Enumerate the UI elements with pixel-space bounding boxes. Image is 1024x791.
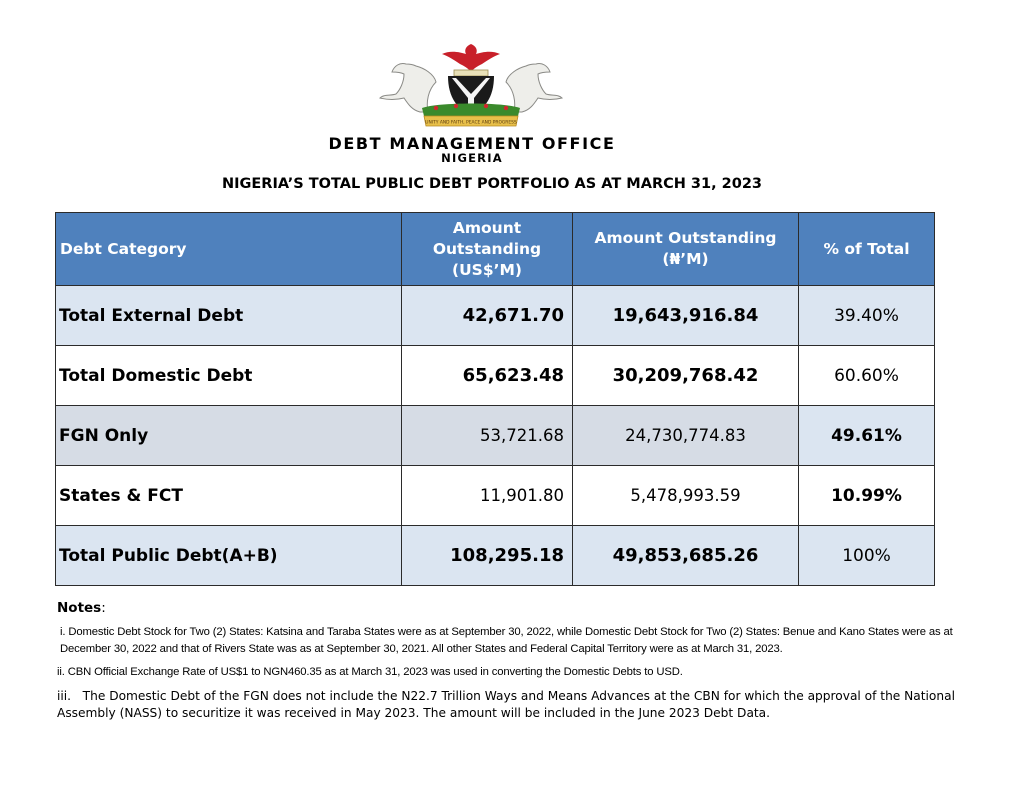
cell-percent: 100% (799, 526, 935, 586)
table-row-states-fct (56, 466, 935, 526)
page-title: NIGERIA’S TOTAL PUBLIC DEBT PORTFOLIO AS AT MARCH 31, 2023 (221, 176, 763, 192)
debt-table (55, 212, 935, 586)
notes-heading (57, 600, 957, 616)
notes-heading-text: Notes (57, 600, 102, 616)
cell-amount-ngn: 49,853,685.26 (573, 526, 799, 586)
cell-category: Total Public Debt(A+B) (56, 526, 402, 586)
column-header-line: (₦’M) (662, 250, 709, 268)
coat-of-arms-logo (378, 42, 564, 130)
cell-amount-usd: 65,623.48 (402, 346, 573, 406)
column-header-line: (US$’M) (451, 260, 522, 279)
table-row-fgn-only (56, 406, 935, 466)
cell-percent: 49.61% (799, 406, 935, 466)
cell-amount-usd: 53,721.68 (402, 406, 573, 466)
cell-category: States & FCT (56, 466, 402, 526)
column-header-line: Outstanding (432, 239, 542, 258)
cell-amount-ngn: 24,730,774.83 (573, 406, 799, 466)
column-header-amount-usd (402, 213, 573, 286)
notes-heading-colon: : (101, 600, 106, 616)
horse-right-icon (506, 63, 562, 112)
cell-category: FGN Only (56, 406, 402, 466)
note-item-2: ii. CBN Official Exchange Rate of US$1 to NGN460.35 as at March 31, 2023 was used in converting the Domestic Debts to USD. (57, 666, 683, 678)
horse-left-icon (380, 63, 436, 112)
note-item-1: i. Domestic Debt Stock for Two (2) States: Katsina and Taraba States were as at September 30, 2022, while Domestic Debt Stock for Two (2) States: Benue and Kano States were as at December 30, 2022 and that of Rivers State was as at September 30, 2021. All other States and Federal Capital Territory were as at March 31, 2023. (60, 626, 953, 655)
cell-amount-usd: 11,901.80 (402, 466, 573, 526)
table-row-total-domestic (56, 346, 935, 406)
cell-amount-ngn: 30,209,768.42 (573, 346, 799, 406)
cell-percent: 10.99% (799, 466, 935, 526)
table-row-total-external (56, 286, 935, 346)
note-item-3: iii. The Domestic Debt of the FGN does not include the N22.7 Trillion Ways and Means Advances at the CBN for which the approval of the National Assembly (NASS) to securitize it was received in May 2023. The amount will be included in the June 2023 Debt Data. (57, 689, 959, 720)
column-header-amount-ngn (573, 213, 799, 286)
column-header-line: Amount Outstanding (594, 229, 777, 247)
cell-amount-usd: 108,295.18 (402, 526, 573, 586)
cell-percent: 60.60% (799, 346, 935, 406)
org-country: NIGERIA (441, 151, 503, 165)
notes-section (57, 600, 957, 722)
table-header-row (56, 213, 935, 286)
eagle-icon (442, 44, 500, 76)
cell-amount-ngn: 5,478,993.59 (573, 466, 799, 526)
column-header-percent-total: % of Total (799, 213, 935, 286)
cell-amount-usd: 42,671.70 (402, 286, 573, 346)
column-header-line: Amount (452, 218, 522, 237)
cell-category: Total External Debt (56, 286, 402, 346)
org-name: DEBT MANAGEMENT OFFICE (328, 134, 616, 153)
table-row-total-public-debt (56, 526, 935, 586)
column-header-debt-category: Debt Category (56, 213, 402, 286)
cell-amount-ngn: 19,643,916.84 (573, 286, 799, 346)
svg-text:UNITY AND FAITH, PEACE AND PRO: UNITY AND FAITH, PEACE AND PROGRESS (425, 120, 517, 126)
cell-category: Total Domestic Debt (56, 346, 402, 406)
cell-percent: 39.40% (799, 286, 935, 346)
